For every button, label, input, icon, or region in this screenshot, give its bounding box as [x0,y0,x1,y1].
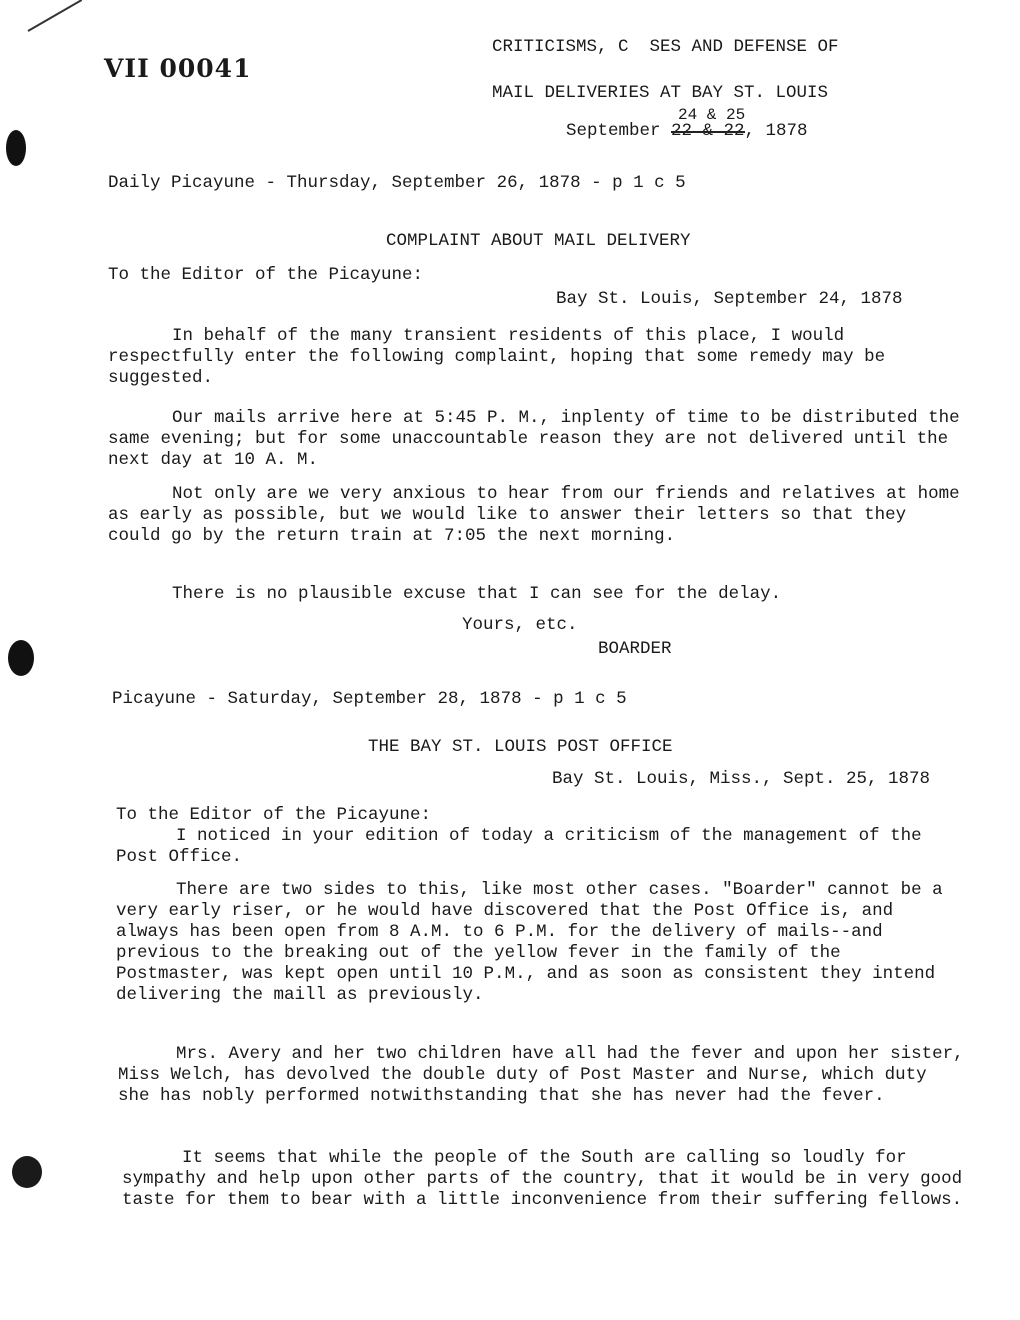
article2-paragraph-2: There are two sides to this, like most other cases. "Boarder" cannot be a very early riser, or he would have discovered that the Post Office is, and always has been open from 8 A.M. to 6 P.M. for the delivery of mails--and previous to the breaking out of the yellow fever in the family of the Postmaster, was kept open until 10 P.M., and as soon as consistent they intend delivering the maill as previously. [116,880,943,1005]
article1-source: Daily Picayune - Thursday, September 26, 1878 - p 1 c 5 [108,173,686,193]
punch-hole-top [6,130,26,166]
article1-dateline: Bay St. Louis, September 24, 1878 [556,289,903,309]
header-date [566,120,808,142]
article2-source: Picayune - Saturday, September 28, 1878 - p 1 c 5 [112,689,627,709]
header-date-prefix: September [566,121,672,141]
article2-salutation: To the Editor of the Picayune: [116,805,432,825]
article1-signature: BOARDER [598,639,672,659]
punch-hole-bottom [12,1156,42,1188]
header-date-correction: 24 & 25 [678,106,746,124]
article2-dateline: Bay St. Louis, Miss., Sept. 25, 1878 [552,769,931,789]
header-title-line-2: MAIL DELIVERIES AT BAY ST. LOUIS [492,83,829,103]
document-id: VII 00041 [104,54,252,83]
punch-hole-middle [8,640,34,676]
header-date-suffix: , 1878 [744,121,808,141]
article1-salutation: To the Editor of the Picayune: [108,265,424,285]
article1-closing: Yours, etc. [462,615,578,635]
article2-paragraph-1: I noticed in your edition of today a criticism of the management of the Post Office. [116,826,922,867]
article2-paragraph-3: Mrs. Avery and her two children have all had the fever and upon her sister, Miss Welch, has devolved the double duty of Post Master and Nurse, which duty she has nobly performed notwithstanding that she has never had the fever. [118,1044,964,1106]
header-date-struck: 22 & 22 [671,121,745,141]
article1-paragraph-1: In behalf of the many transient residents of this place, I would respectfully enter the following complaint, hoping that some remedy may be suggested. [108,326,886,388]
article2-headline: THE BAY ST. LOUIS POST OFFICE [368,737,673,757]
article1-paragraph-2: Our mails arrive here at 5:45 P. M., inplenty of time to be distributed the same evening; but for some unaccountable reason they are not delivered until the next day at 10 A. M. [108,408,960,470]
pen-mark [28,0,83,32]
article1-headline: COMPLAINT ABOUT MAIL DELIVERY [386,231,691,251]
article1-paragraph-3: Not only are we very anxious to hear from our friends and relatives at home as early as possible, but we would like to answer their letters so that they could go by the return train at 7:05 the next morning. [108,484,960,546]
article2-paragraph-4: It seems that while the people of the South are calling so loudly for sympathy and help upon other parts of the country, that it would be in very good taste for them to bear with a little inconvenience from their suffering fellows. [122,1148,963,1210]
header-title-line-1: CRITICISMS, C SES AND DEFENSE OF [492,37,839,57]
article1-paragraph-4: There is no plausible excuse that I can see for the delay. [172,584,782,604]
